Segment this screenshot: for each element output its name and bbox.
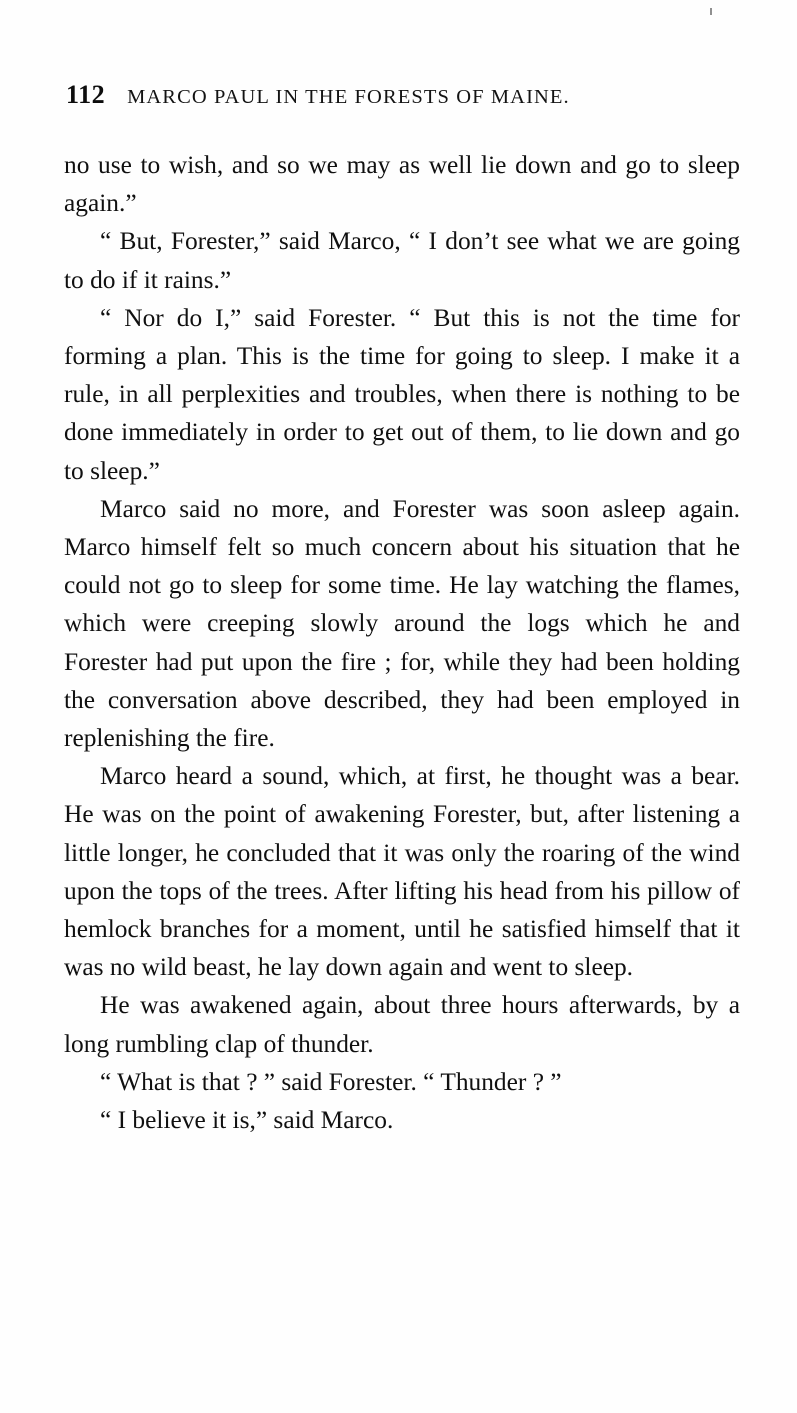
page-top-mark	[710, 8, 712, 15]
page-number: 112	[66, 80, 106, 109]
paragraph: “ What is that ? ” said Forester. “ Thunder ? ”	[100, 1067, 562, 1096]
paragraph: “ But, Forester,” said Marco, “ I don’t see what we are going to do if it rains.”	[64, 227, 740, 294]
paragraph: “ I believe it is,” said Marco.	[100, 1106, 394, 1135]
paragraph: Marco heard a sound, which, at first, he thought was a bear. He was on the point of awakening Forester, but, after listening a little longer, he concluded that it was only the roaring of the wind upon the tops of the trees. After lifting his head from his pillow of hemlock branches for a moment, until he satisfied himself that it was no wild beast, he lay down again and went to sleep.	[64, 762, 740, 982]
paragraph: He was awakened again, about three hours afterwards, by a long rumbling clap of thunder.	[64, 991, 740, 1058]
page-body	[64, 146, 740, 1139]
running-head: MARCO PAUL IN THE FORESTS OF MAINE.	[127, 86, 570, 108]
paragraph: Marco said no more, and Forester was soon asleep again. Marco himself felt so much concern about his situation that he could not go to sleep for some time. He lay watching the flames, which were creeping slowly around the logs which he and Forester had put upon the fire ; for, while they had been holding the conversation above described, they had been employed in replenishing the fire.	[64, 494, 740, 753]
page-header	[66, 80, 736, 110]
paragraph: no use to wish, and so we may as well lie down and go to sleep again.”	[64, 151, 740, 218]
paragraph: “ Nor do I,” said Forester. “ But this is not the time for forming a plan. This is the time for going to sleep. I make it a rule, in all perplexities and troubles, when there is nothing to be done immediately in order to get out of them, to lie down and go to sleep.”	[64, 303, 740, 485]
